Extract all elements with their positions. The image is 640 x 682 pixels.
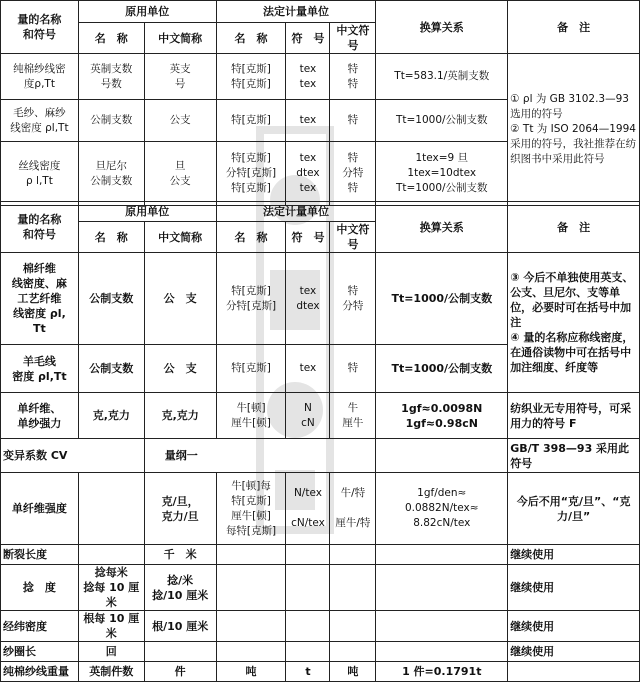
table-cell: 量纲一 [144,439,376,473]
remark-cell: 继续使用 [508,545,640,565]
header-old-cn-abbr: 中文简称 [144,23,216,54]
table-cell [78,545,144,565]
table-row-qty: 单纤维、 单纱强力 [1,393,79,439]
table-cell [330,545,376,565]
table-cell: 牛[顿]每 特[克斯] 厘牛[顿] 每特[克斯] [216,473,286,545]
table-bottom [0,201,640,682]
table-cell: 特 [330,345,376,393]
table-cell [330,611,376,642]
table-cell: 克,克力 [78,393,144,439]
table-cell: 公 支 [144,253,216,345]
table-cell [286,545,330,565]
table-cell: 特 分特 [330,253,376,345]
remark-cell: 继续使用 [508,565,640,611]
header-conversion: 换算关系 [376,202,508,253]
table-cell: 特[克斯] [216,100,286,142]
table-row-qty: 纯棉纱线密 度ρ,Tt [1,54,79,100]
table-cell [216,545,286,565]
table-row-qty: 捻 度 [1,565,79,611]
table-cell: Tt=1000/公制支数 [376,345,508,393]
header-old-cn-abbr: 中文简称 [144,222,216,253]
table-row-qty: 羊毛线 密度 ρl,Tt [1,345,79,393]
table-cell [330,642,376,662]
table-cell: 吨 [330,662,376,682]
table-cell: 特 分特 特 [330,142,376,206]
table-cell: 克,克力 [144,393,216,439]
table-cell: Tt=1000/公制支数 [376,100,508,142]
table-cell: 克/旦， 克力/旦 [144,473,216,545]
header-legal-unit: 法定计量单位 [216,202,376,222]
table-cell [330,565,376,611]
header-old-name: 名 称 [78,222,144,253]
table-row-qty: 断裂长度 [1,545,79,565]
table-cell: 牛/特 厘牛/特 [330,473,376,545]
table-cell: 公制支数 [78,345,144,393]
table-cell: tex dtex [286,253,330,345]
table-cell [216,642,286,662]
table-cell: 特[克斯] 分特[克斯] [216,253,286,345]
table-cell: 特 特 [330,54,376,100]
table-cell: 英制支数 号数 [78,54,144,100]
table-row-qty: 变异系数 CV [1,439,145,473]
table-row-qty: 棉纤维 线密度、麻 工艺纤维 线密度 ρl, Tt [1,253,79,345]
header-legal-name: 名 称 [216,23,286,54]
header-symbol: 符 号 [286,222,330,253]
remark-cell: ① ρl 为 GB 3102.3—93 选用的符号 ② Tt 为 ISO 2064—1994 采用的符号，我社推荐在纺织图书中采用此符号 [508,54,640,206]
table-cell: Tt=583.1/英制支数 [376,54,508,100]
table-cell: 牛[顿] 厘牛[顿] [216,393,286,439]
remark-cell: 继续使用 [508,642,640,662]
table-row-qty: 毛纱、麻纱 线密度 ρl,Tt [1,100,79,142]
table-cell: tex [286,100,330,142]
header-remarks: 备 注 [508,202,640,253]
table-cell: N cN [286,393,330,439]
table-cell [216,565,286,611]
table-cell: 捻每米 捻每 10 厘米 [78,565,144,611]
table-cell: 捻/米 捻/10 厘米 [144,565,216,611]
table-cell: tex dtex tex [286,142,330,206]
table-cell [376,642,508,662]
table-cell: 特[克斯] 特[克斯] [216,54,286,100]
table-cell: 公制支数 [78,100,144,142]
table-cell: 1gf≈0.0098N 1gf≈0.98cN [376,393,508,439]
table-cell: 千 米 [144,545,216,565]
table-cell: 牛 厘牛 [330,393,376,439]
table-cell [216,611,286,642]
header-old-name: 名 称 [78,23,144,54]
table-cell: tex [286,345,330,393]
table-cell: 特 [330,100,376,142]
table-cell [376,611,508,642]
table-row-qty: 丝线密度 ρ l,Tt [1,142,79,206]
table-cell: 根/10 厘米 [144,611,216,642]
table-cell [144,642,216,662]
remark-cell: GB/T 398—93 采用此符号 [508,439,640,473]
table-cell: 英支 号 [144,54,216,100]
table-cell: 公制支数 [78,253,144,345]
table-cell: t [286,662,330,682]
table-cell: 特[克斯] 分特[克斯] 特[克斯] [216,142,286,206]
table-cell: 英制件数 [78,662,144,682]
table-cell: 根每 10 厘米 [78,611,144,642]
header-legal-unit: 法定计量单位 [216,1,376,23]
table-cell [376,565,508,611]
table-cell: 特[克斯] [216,345,286,393]
table-row-qty: 纱圈长 [1,642,79,662]
table-cell: tex tex [286,54,330,100]
remark-cell: 纺织业无专用符号，可采用力的符号 F [508,393,640,439]
table-row-qty: 单纤维强度 [1,473,79,545]
header-remarks: 备 注 [508,1,640,54]
header-name-symbol: 量的名称 和符号 [1,202,79,253]
table-cell: 回 [78,642,144,662]
header-old-unit: 原用单位 [78,1,216,23]
table-cell: 公 支 [144,345,216,393]
table-cell: 1gf/den≈ 0.0882N/tex≈ 8.82cN/tex [376,473,508,545]
header-symbol: 符 号 [286,23,330,54]
table-top [0,0,640,206]
header-cn-symbol: 中文符号 [330,23,376,54]
header-cn-symbol: 中文符号 [330,222,376,253]
table-cell: 1 件=0.1791t [376,662,508,682]
table-cell: 公支 [144,100,216,142]
table-cell [78,473,144,545]
remark-cell: ③ 今后不单独使用英支、公支、旦尼尔、支等单位，必要时可在括号中加注 ④ 量的名称应称线密度，在通俗读物中可在括号中加注细度、纤度等 [508,253,640,393]
table-cell [286,642,330,662]
table-cell: 件 [144,662,216,682]
table-cell [286,611,330,642]
table-cell: Tt=1000/公制支数 [376,253,508,345]
table-row-qty: 经纬密度 [1,611,79,642]
table-cell: 旦尼尔 公制支数 [78,142,144,206]
table-cell [376,439,508,473]
header-legal-name: 名 称 [216,222,286,253]
remark-cell: 今后不用“克/旦”、“克力/旦” [508,473,640,545]
table-cell: 吨 [216,662,286,682]
table-cell: N/tex cN/tex [286,473,330,545]
remark-cell: 继续使用 [508,611,640,642]
table-cell: 旦 公支 [144,142,216,206]
table-row-qty: 纯棉纱线重量 [1,662,79,682]
table-cell: 1tex=9 旦 1tex=10dtex Tt=1000/公制支数 [376,142,508,206]
header-old-unit: 原用单位 [78,202,216,222]
remark-cell [508,662,640,682]
header-conversion: 换算关系 [376,1,508,54]
header-name-symbol: 量的名称 和符号 [1,1,79,54]
table-cell [376,545,508,565]
table-cell [286,565,330,611]
